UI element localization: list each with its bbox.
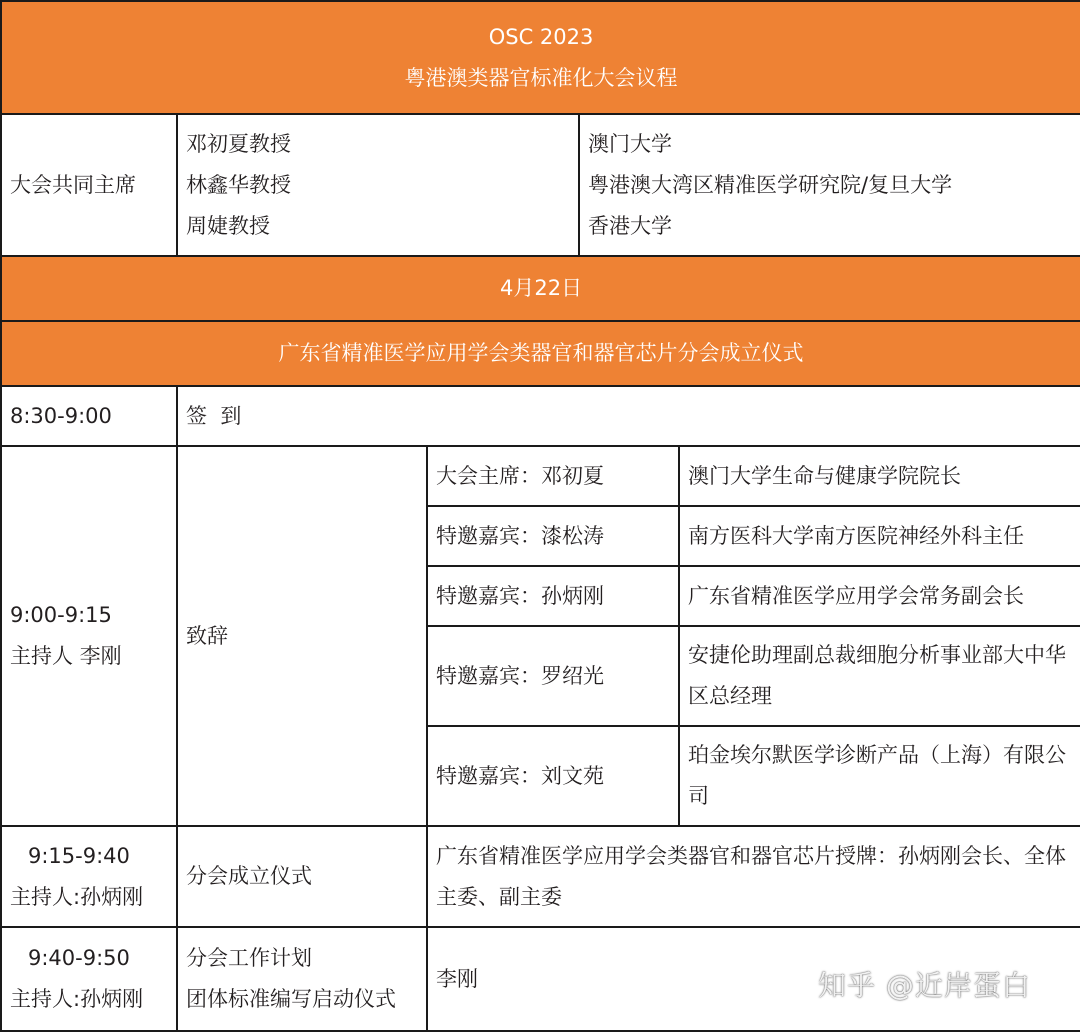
chairs-affiliations [579, 114, 1080, 256]
speech-host: 主持人 李刚 [10, 644, 122, 668]
checkin-activity: 签 到 [177, 386, 1080, 446]
chairs-label: 大会共同主席 [1, 114, 177, 256]
plan-activity-line: 分会工作计划 [186, 946, 312, 970]
zhihu-watermark: 知乎 @近岸蛋白 [818, 969, 1031, 1002]
speaker-title: 广东省精准医学应用学会常务副会长 [679, 566, 1080, 626]
chair-affiliation: 香港大学 [588, 213, 672, 238]
founding-detail: 广东省精准医学应用学会类器官和器官芯片授牌：孙炳刚会长、全体主委、副主委 [427, 826, 1080, 927]
speaker-title: 澳门大学生命与健康学院院长 [679, 446, 1080, 506]
speech-time: 9:00-9:15 [10, 603, 112, 627]
agenda-title: 粤港澳类器官标准化大会议程 [404, 65, 678, 90]
speaker-title: 南方医科大学南方医院神经外科主任 [679, 506, 1080, 566]
speaker-role: 特邀嘉宾：孙炳刚 [427, 566, 679, 626]
chair-affiliation: 澳门大学 [588, 131, 672, 156]
session-title: 广东省精准医学应用学会类器官和器官芯片分会成立仪式 [1, 321, 1080, 386]
speaker-role: 大会主席：邓初夏 [427, 446, 679, 506]
chairs-row [1, 114, 1080, 256]
founding-row [1, 826, 1080, 927]
plan-activity [177, 927, 427, 1031]
speaker-role: 特邀嘉宾：漆松涛 [427, 506, 679, 566]
chair-name: 邓初夏教授 [186, 131, 291, 156]
table-row [1, 446, 1080, 506]
speech-time-cell [1, 446, 177, 826]
speaker-role: 特邀嘉宾：刘文苑 [427, 726, 679, 826]
plan-time: 9:40-9:50 [28, 946, 130, 970]
speech-activity: 致辞 [177, 446, 427, 826]
plan-activity-line: 团体标准编写启动仪式 [186, 987, 396, 1011]
speaker-role: 特邀嘉宾：罗绍光 [427, 626, 679, 726]
chair-name: 周婕教授 [186, 213, 270, 238]
date-row [1, 256, 1080, 321]
header-row [1, 1, 1080, 114]
chairs-names [177, 114, 579, 256]
session-row [1, 321, 1080, 386]
chair-name: 林鑫华教授 [186, 172, 291, 197]
plan-detail: 李刚 [427, 927, 1080, 1031]
speaker-title: 珀金埃尔默医学诊断产品（上海）有限公司 [679, 726, 1080, 826]
chair-affiliation: 粤港澳大湾区精准医学研究院/复旦大学 [588, 172, 953, 197]
agenda-header [1, 1, 1080, 114]
founding-time: 9:15-9:40 [28, 843, 130, 868]
plan-time-cell [1, 927, 177, 1031]
conference-name: OSC 2023 [488, 24, 594, 49]
checkin-row [1, 386, 1080, 446]
founding-activity: 分会成立仪式 [177, 826, 427, 927]
founding-host: 主持人:孙炳刚 [10, 884, 144, 909]
plan-host: 主持人:孙炳刚 [10, 987, 144, 1011]
agenda-date: 4月22日 [1, 256, 1080, 321]
checkin-time: 8:30-9:00 [1, 386, 177, 446]
speaker-title: 安捷伦助理副总裁细胞分析事业部大中华区总经理 [679, 626, 1080, 726]
founding-time-cell [1, 826, 177, 927]
